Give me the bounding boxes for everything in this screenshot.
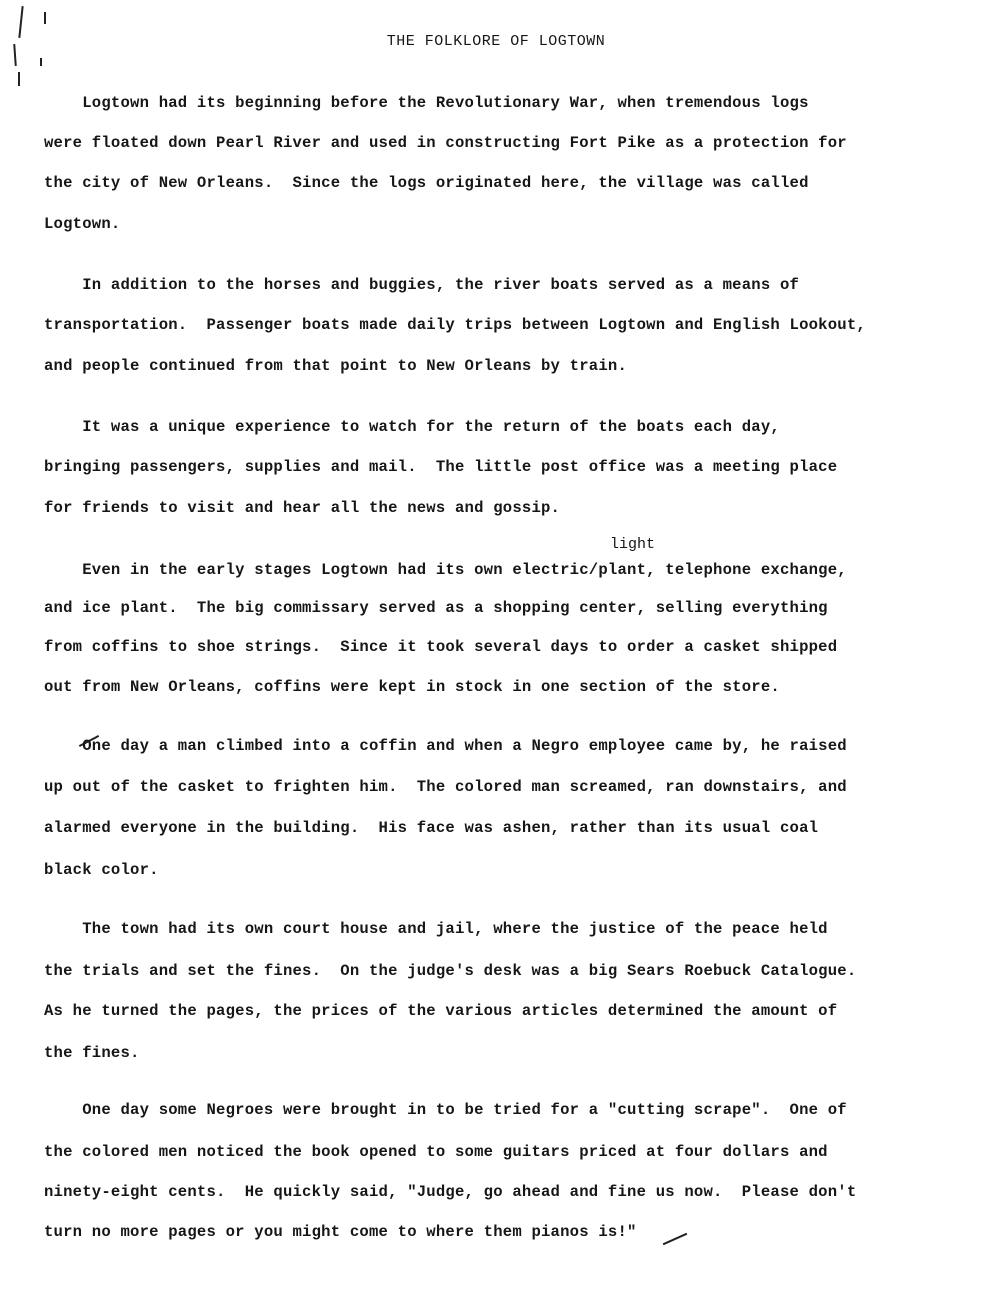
margin-mark	[40, 58, 42, 66]
text-line: the city of New Orleans. Since the logs originated here, the village was called	[44, 174, 809, 192]
text-line: Logtown.	[44, 215, 121, 233]
text-line: the fines.	[44, 1044, 140, 1062]
text-line: It was a unique experience to watch for the return of the boats each day,	[44, 418, 780, 436]
text-line: were floated down Pearl River and used in constructing Fort Pike as a protection for	[44, 134, 847, 152]
text-line: transportation. Passenger boats made daily trips between Logtown and English Lookout,	[44, 316, 866, 334]
text-line: up out of the casket to frighten him. The colored man screamed, ran downstairs, and	[44, 778, 847, 796]
text-line: black color.	[44, 861, 159, 879]
text-line: Logtown had its beginning before the Revolutionary War, when tremendous logs	[44, 94, 809, 112]
interlinear-insertion: light	[610, 536, 656, 553]
text-line: and people continued from that point to New Orleans by train.	[44, 357, 628, 375]
text-line: bringing passengers, supplies and mail. The little post office was a meeting place	[44, 458, 838, 476]
text-line: One day a man climbed into a coffin and when a Negro employee came by, he raised	[44, 737, 847, 755]
document-title: THE FOLKLORE OF LOGTOWN	[386, 33, 606, 50]
text-line: alarmed everyone in the building. His face was ashen, rather than its usual coal	[44, 819, 819, 837]
text-line: the trials and set the fines. On the judge's desk was a big Sears Roebuck Catalogue.	[44, 962, 857, 980]
text-line: turn no more pages or you might come to where them pianos is!"	[44, 1223, 637, 1241]
text-line: The town had its own court house and jail, where the justice of the peace held	[44, 920, 828, 938]
text-line: from coffins to shoe strings. Since it took several days to order a casket shipped	[44, 638, 838, 656]
text-line: One day some Negroes were brought in to be tried for a "cutting scrape". One of	[44, 1101, 847, 1119]
text-line: the colored men noticed the book opened to some guitars priced at four dollars and	[44, 1143, 828, 1161]
text-line: for friends to visit and hear all the news and gossip.	[44, 499, 561, 517]
text-line: out from New Orleans, coffins were kept in stock in one section of the store.	[44, 678, 780, 696]
pen-tick-mark	[663, 1233, 688, 1245]
text-line: and ice plant. The big commissary served as a shopping center, selling everything	[44, 599, 828, 617]
margin-mark	[18, 72, 20, 86]
text-line: Even in the early stages Logtown had its own electric/plant, telephone exchange,	[44, 561, 847, 579]
text-line: As he turned the pages, the prices of the various articles determined the amount of	[44, 1002, 838, 1020]
text-line: In addition to the horses and buggies, the river boats served as a means of	[44, 276, 800, 294]
text-line: ninety-eight cents. He quickly said, "Judge, go ahead and fine us now. Please don't	[44, 1183, 857, 1201]
margin-mark	[44, 12, 46, 24]
